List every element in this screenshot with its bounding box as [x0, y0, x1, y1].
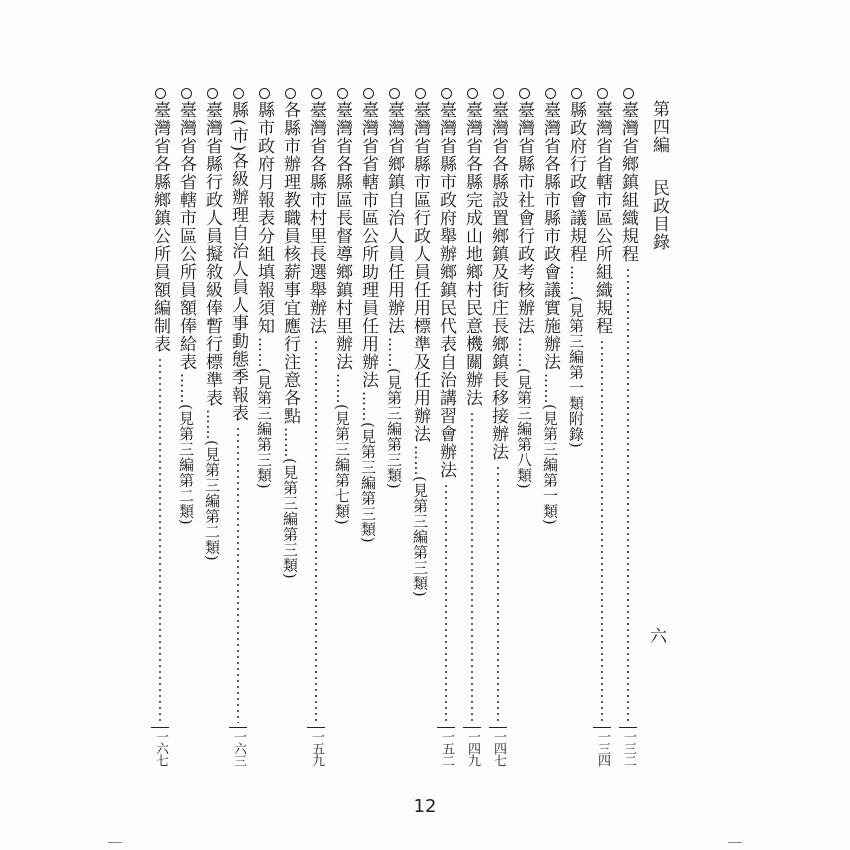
entry-title: 臺灣省縣市區行政人員任用標準及任用辦法 — [410, 101, 430, 443]
circle-bullet-icon — [155, 88, 166, 99]
dot-leader — [497, 465, 499, 723]
entry-reference: ……(見第三編第八類) — [515, 337, 533, 490]
entry-page: 一五九 — [307, 727, 325, 766]
entry-reference: ……(見第三編第三類) — [359, 391, 377, 544]
toc-entry — [486, 88, 510, 768]
entry-title: 臺灣省縣行政人員擬敘級俸暫行標準表 — [202, 101, 222, 407]
entry-page: 一六三 — [229, 727, 247, 766]
dot-leader — [159, 357, 161, 723]
entry-reference: ……(見第三編第一類) — [541, 373, 559, 526]
entry-title: 縣政府行政會議規程 — [566, 101, 586, 263]
page-marker: 六 — [650, 627, 667, 647]
entry-title: 臺灣省各縣完成山地鄉村民意機關辦法 — [462, 101, 482, 407]
section-label: 民政目錄 — [649, 178, 669, 251]
toc-entry — [174, 88, 198, 768]
entry-title: 臺灣省各縣區長督導鄉鎮村里辦法 — [332, 101, 352, 371]
circle-bullet-icon — [519, 88, 530, 99]
crop-mark — [108, 842, 122, 843]
toc-entry — [200, 88, 224, 768]
entry-title: 臺灣省各縣市村里長選舉辦法 — [306, 101, 326, 335]
entry-title: 臺灣省省轄市區公所助理員任用辦法 — [358, 101, 378, 389]
toc-entry — [252, 88, 276, 768]
entry-title: 臺灣省各省轄市區公所員額俸給表 — [176, 101, 196, 371]
toc-entry — [616, 88, 640, 768]
entry-reference: ……(見第三編第三類) — [255, 337, 273, 490]
toc-entry — [512, 88, 536, 768]
dot-leader — [315, 339, 317, 723]
entry-title: 臺灣省縣市政府舉辦鄉鎮民代表自治講習會辦法 — [436, 101, 456, 479]
entry-page: 一三四 — [593, 727, 611, 766]
entry-title: 臺灣省各縣鄉鎮公所員額編制表 — [150, 101, 170, 353]
circle-bullet-icon — [623, 88, 634, 99]
toc-entry — [590, 88, 614, 768]
toc-entry — [382, 88, 406, 768]
dot-leader — [445, 483, 447, 723]
entry-title: 縣(市)各級辦理自治人員人事動態季報表 — [228, 101, 248, 423]
circle-bullet-icon — [493, 88, 504, 99]
toc-entry — [330, 88, 354, 768]
entry-reference: ……(見第三編第七類) — [333, 373, 351, 526]
part-heading — [648, 100, 670, 251]
circle-bullet-icon — [311, 88, 322, 99]
circle-bullet-icon — [363, 88, 374, 99]
entry-page: 一六七 — [151, 727, 169, 766]
toc-entry — [434, 88, 458, 768]
circle-bullet-icon — [259, 88, 270, 99]
crop-mark — [728, 842, 742, 843]
circle-bullet-icon — [207, 88, 218, 99]
dot-leader — [471, 411, 473, 723]
entry-page: 一四九 — [463, 727, 481, 766]
entry-reference: ……(見第三編第三類) — [411, 445, 429, 598]
dot-leader — [237, 426, 239, 723]
toc-entry — [226, 88, 250, 768]
toc-entry — [564, 88, 588, 768]
circle-bullet-icon — [571, 88, 582, 99]
part-label: 第四編 — [649, 100, 669, 154]
circle-bullet-icon — [337, 88, 348, 99]
entry-page: 一四七 — [489, 727, 507, 766]
toc-entry — [460, 88, 484, 768]
circle-bullet-icon — [467, 88, 478, 99]
entry-title: 縣市政府月報表分組填報須知 — [254, 101, 274, 335]
entry-title: 各縣市辦理教職員核薪事宜應行注意各點 — [280, 101, 300, 425]
entry-reference: ……(見第三編第三類) — [385, 337, 403, 490]
toc-entry — [304, 88, 328, 768]
circle-bullet-icon — [441, 88, 452, 99]
circle-bullet-icon — [415, 88, 426, 99]
entry-title: 臺灣省省轄市區公所組織規程 — [592, 101, 612, 335]
entry-title: 臺灣省各縣市縣市政會議實施辦法 — [540, 101, 560, 371]
entry-page: 一三二 — [619, 727, 637, 766]
entry-reference: ……(見第三編第三類) — [281, 427, 299, 580]
toc-entry — [148, 88, 172, 768]
toc-entry — [278, 88, 302, 768]
entry-title: 臺灣省縣市社會行政考核辦法 — [514, 101, 534, 335]
dot-leader — [627, 267, 629, 723]
toc-entry — [408, 88, 432, 768]
toc-entry — [356, 88, 380, 768]
circle-bullet-icon — [233, 88, 244, 99]
page-number: 12 — [413, 796, 437, 817]
circle-bullet-icon — [389, 88, 400, 99]
entry-page: 一五二 — [437, 727, 455, 766]
entry-reference: ……(見第三編第二類) — [177, 373, 195, 526]
entry-title: 臺灣省各縣設置鄉鎮及街庄長鄉鎮長移接辦法 — [488, 101, 508, 461]
entry-reference: ……(見第三編第二類) — [203, 409, 221, 562]
circle-bullet-icon — [181, 88, 192, 99]
circle-bullet-icon — [285, 88, 296, 99]
toc-entry — [538, 88, 562, 768]
entry-title: 臺灣省鄉鎮組織規程 — [618, 101, 638, 263]
circle-bullet-icon — [545, 88, 556, 99]
dot-leader — [601, 339, 603, 723]
entry-reference: ……(見第三編第一類附錄) — [567, 265, 585, 449]
circle-bullet-icon — [597, 88, 608, 99]
entry-title: 臺灣省鄉鎮自治人員任用辦法 — [384, 101, 404, 335]
